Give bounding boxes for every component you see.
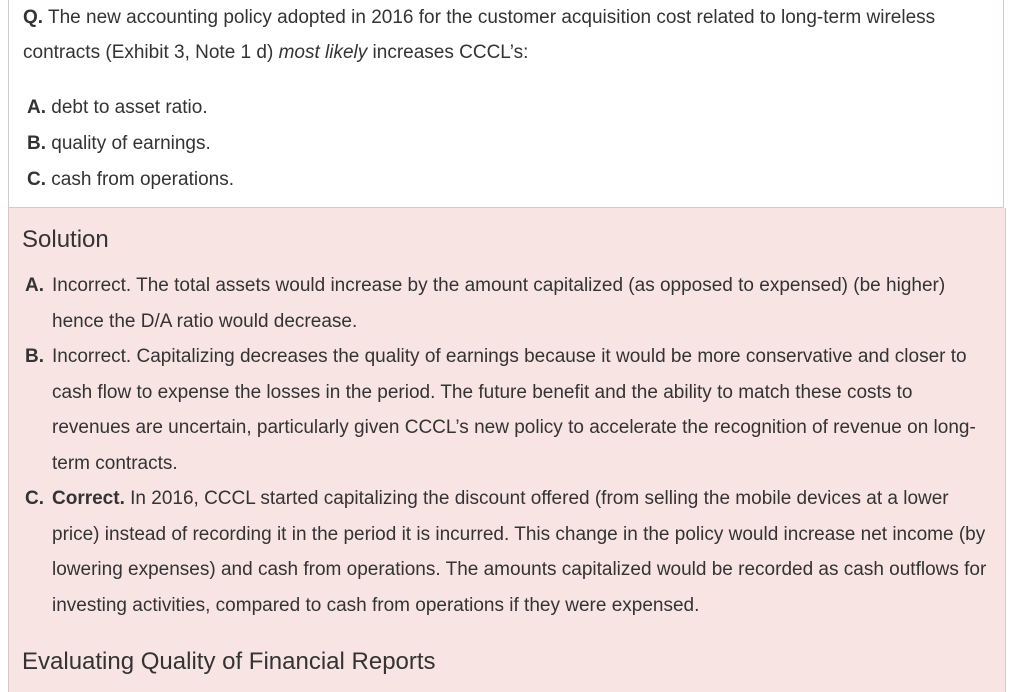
solution-a-label: A.: [25, 275, 44, 296]
solution-a-verdict: Incorrect.: [52, 275, 132, 296]
question-text-end: increases CCCL’s:: [367, 42, 529, 63]
solution-c-verdict: Correct.: [52, 488, 125, 509]
option-c-text: cash from operations.: [46, 169, 234, 190]
question-text: [23, 0, 983, 70]
solution-panel: [8, 208, 1006, 692]
solution-c-label: C.: [25, 488, 44, 509]
solution-item-c: [25, 481, 987, 623]
solution-list: [25, 268, 987, 623]
question-label: Q.: [23, 7, 44, 28]
solution-item-a: [25, 268, 987, 339]
solution-a-text: The total assets would increase by the amount capitalized (as opposed to expensed) (be higher) hence the D/A ratio would decrease.: [52, 275, 946, 332]
answer-options: [27, 90, 234, 198]
solution-item-b: [25, 339, 987, 481]
option-a[interactable]: [27, 90, 234, 126]
question-text-start: The new accounting policy adopted in 2016 for the customer acquisition cost related to long-term wireless contracts (Exhibit 3, Note 1 d): [23, 7, 936, 63]
solution-c-text: In 2016, CCCL started capitalizing the discount offered (from selling the mobile devices at a lower price) instead of recording it in the period it is incurred. This change in the policy would increase net income (by lowering expenses) and cash from operations. The amounts capitalized would be recorded as cash outflows for investing activities, compared to cash from operations if they were expensed.: [52, 488, 987, 616]
solution-b-text: Capitalizing decreases the quality of earnings because it would be more conservative and closer to cash flow to expense the losses in the period. The future benefit and the ability to match these costs to revenues are uncertain, particularly given CCCL’s new policy to accelerate the recognition of revenue on long-term contracts.: [52, 346, 976, 474]
solution-b-verdict: Incorrect.: [52, 346, 132, 367]
option-c-label: C.: [27, 169, 46, 190]
option-b-label: B.: [27, 133, 46, 154]
option-c[interactable]: [27, 162, 234, 198]
option-a-label: A.: [27, 97, 46, 118]
solution-b-label: B.: [25, 346, 44, 367]
question-emphasis: most likely: [278, 42, 368, 63]
option-b-text: quality of earnings.: [46, 133, 211, 154]
question-card: [8, 0, 1004, 208]
solution-heading: Solution: [22, 226, 109, 253]
option-b[interactable]: [27, 126, 234, 162]
section-heading-evaluating-quality: Evaluating Quality of Financial Reports: [22, 648, 436, 675]
option-a-text: debt to asset ratio.: [46, 97, 208, 118]
